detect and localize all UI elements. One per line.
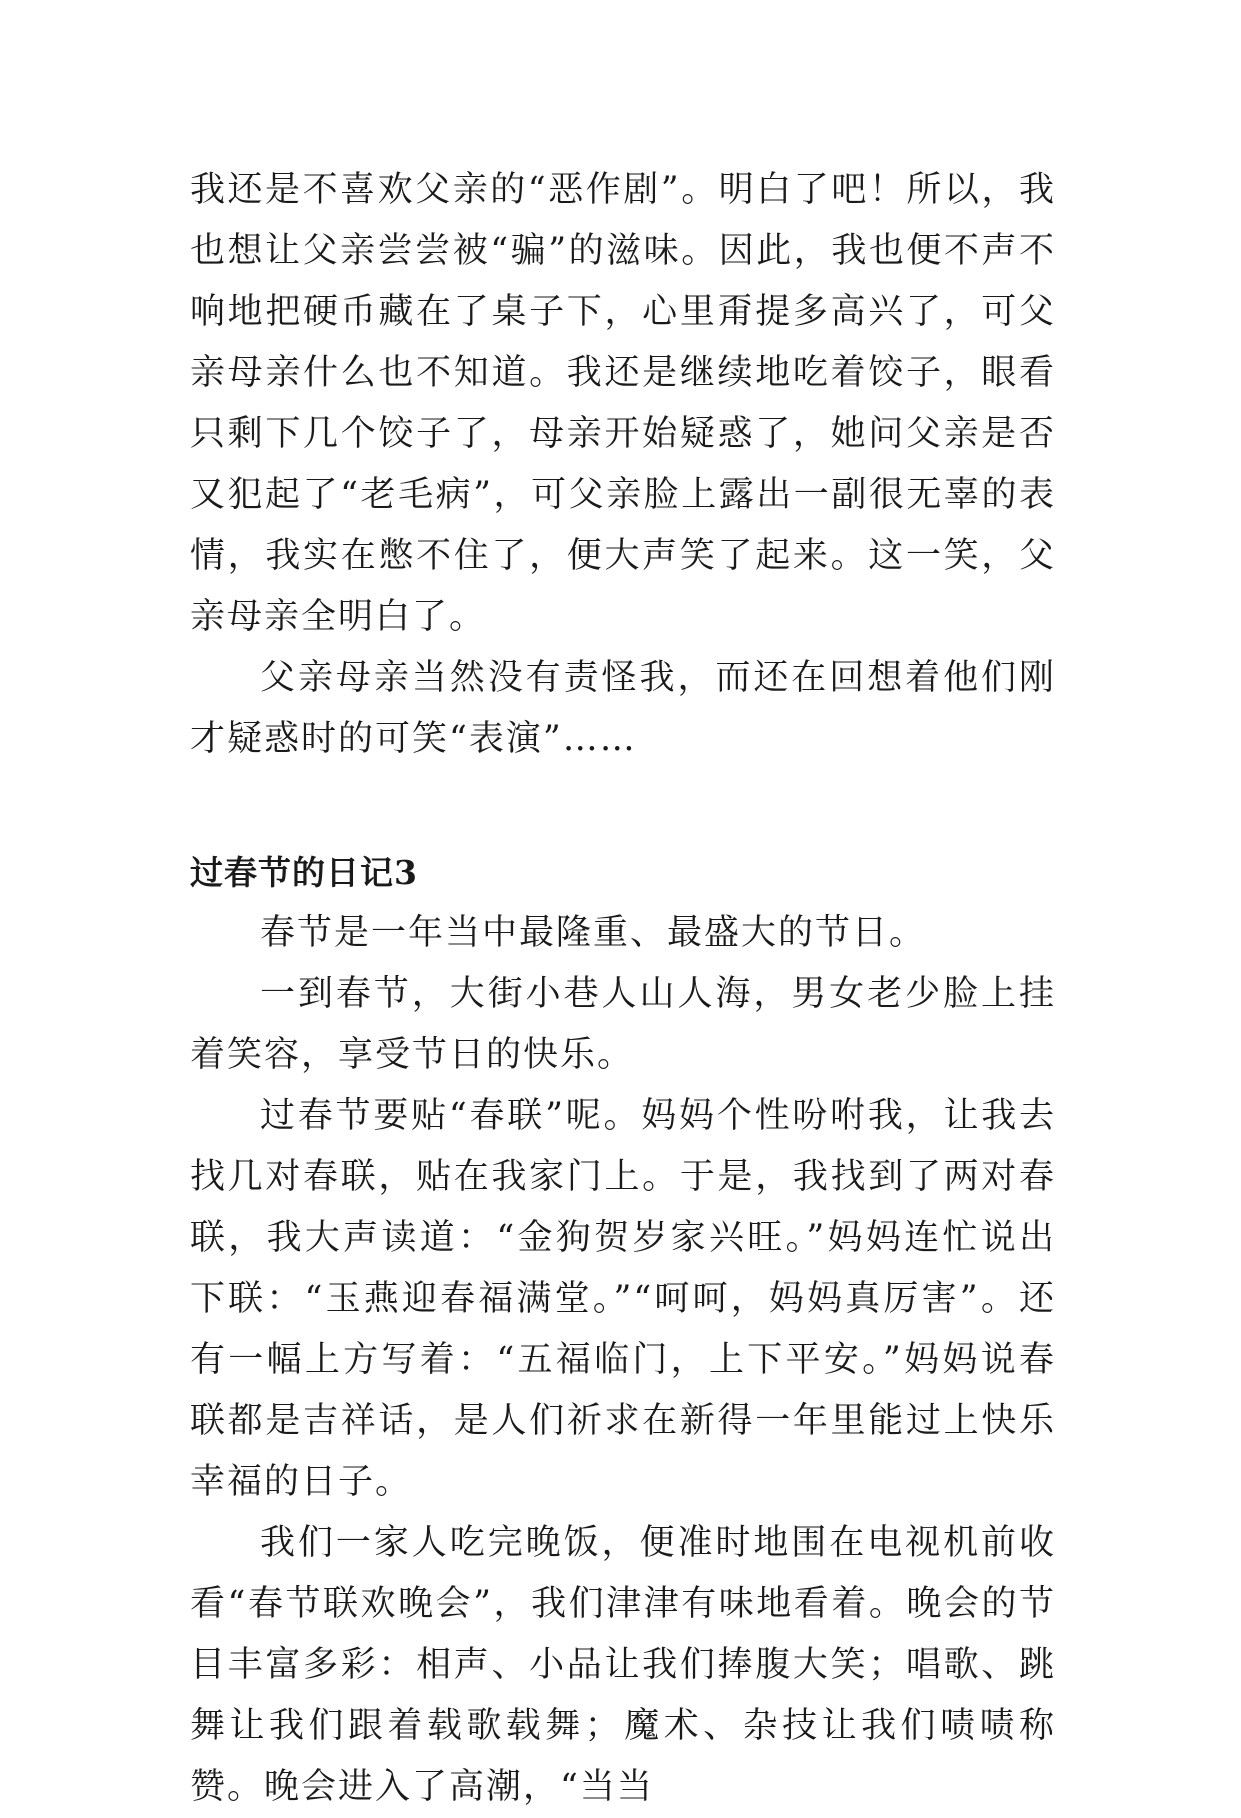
paragraph: 春节是一年当中最隆重、最盛大的节日。 bbox=[260, 913, 927, 953]
paragraph-continued: 我还是不喜欢父亲的“恶作剧”。明白了吧！所以，我也想让父亲尝尝被“骗”的滋味。因此，我也便不声不响地把硬币藏在了桌子下，心里甭提多高兴了，可父亲母亲什么也不知道。我还是继续地吃着饺子，眼看只剩下几个饺子了，母亲开始疑惑了，她问父亲是否又犯起了“老毛病”，可父亲脸上露出一副很无辜的表情，我实在憋不住了，便大声笑了起来。这一笑，父亲母亲全明白了。 bbox=[190, 170, 1056, 637]
paragraph: 父亲母亲当然没有责怪我，而还在回想着他们刚才疑惑时的可笑“表演”…… bbox=[190, 658, 1056, 759]
document-page bbox=[190, 160, 1056, 1818]
paragraph: 一到春节，大街小巷人山人海，男女老少脸上挂着笑容，享受节日的快乐。 bbox=[190, 974, 1056, 1075]
paragraph: 我们一家人吃完晚饭，便准时地围在电视机前收看“春节联欢晚会”，我们津津有味地看着。晚会的节目丰富多彩：相声、小品让我们捧腹大笑；唱歌、跳舞让我们跟着载歌载舞；魔术、杂技让我们啧啧称赞。晚会进入了高潮，“当当 bbox=[190, 1523, 1056, 1807]
paragraph: 过春节要贴“春联”呢。妈妈个性吩咐我，让我去找几对春联，贴在我家门上。于是，我找到了两对春联，我大声读道：“金狗贺岁家兴旺。”妈妈连忙说出下联：“玉燕迎春福满堂。”“呵呵，妈妈真厉害”。还有一幅上方写着：“五福临门，上下平安。”妈妈说春联都是吉祥话，是人们祈求在新得一年里能过上快乐幸福的日子。 bbox=[190, 1096, 1056, 1502]
section-title: 过春节的日记3 bbox=[190, 853, 418, 892]
